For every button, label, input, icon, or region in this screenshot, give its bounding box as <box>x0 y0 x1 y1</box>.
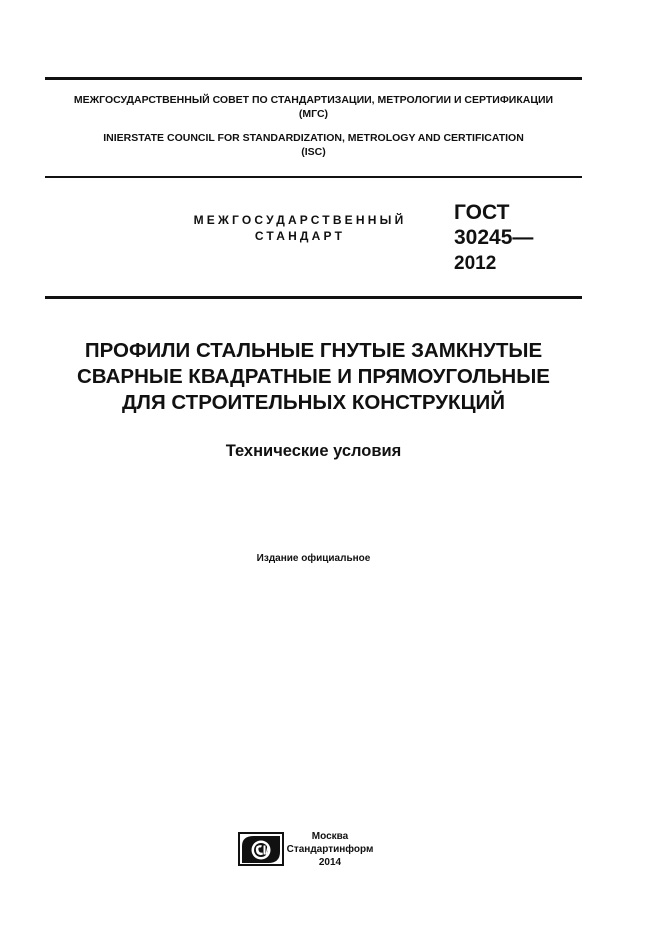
council-name-ru-line: МЕЖГОСУДАРСТВЕННЫЙ СОВЕТ ПО СТАНДАРТИЗАЦИИ, МЕТРОЛОГИИ И СЕРТИФИКАЦИИ <box>73 94 554 106</box>
top-rule <box>45 77 582 80</box>
publisher-city: Москва <box>311 831 349 842</box>
bottom-rule <box>45 296 582 299</box>
middle-rule <box>45 176 582 178</box>
publisher-year: 2014 <box>318 857 342 868</box>
council-name-en <box>45 131 582 159</box>
publisher-name: Стандартинформ <box>286 844 374 855</box>
document-title <box>30 338 597 416</box>
standard-type-line2: СТАНДАРТ <box>254 229 346 243</box>
edition-note: Издание официальное <box>256 553 371 564</box>
council-name-ru <box>45 93 582 121</box>
council-abbr-ru: (МГС) <box>298 108 329 120</box>
document-subtitle: Технические условия <box>225 442 402 460</box>
publisher-block <box>286 830 374 869</box>
standartinform-logo-icon <box>238 832 284 866</box>
title-line-1: ПРОФИЛИ СТАЛЬНЫЕ ГНУТЫЕ ЗАМКНУТЫЕ <box>84 339 543 362</box>
standard-type <box>150 212 450 244</box>
title-line-2: СВАРНЫЕ КВАДРАТНЫЕ И ПРЯМОУГОЛЬНЫЕ <box>77 365 550 388</box>
gost-number: 30245— <box>454 226 534 249</box>
council-name-en-line: INIERSTATE COUNCIL FOR STANDARDIZATION, METROLOGY AND CERTIFICATION <box>103 132 524 144</box>
council-abbr-en: (ISC) <box>301 146 326 158</box>
gost-year: 2012 <box>454 253 497 274</box>
title-line-3: ДЛЯ СТРОИТЕЛЬНЫХ КОНСТРУКЦИЙ <box>121 391 506 414</box>
gost-label: ГОСТ <box>454 201 510 224</box>
gost-designation <box>454 201 533 277</box>
standard-type-line1: МЕЖГОСУДАРСТВЕННЫЙ <box>193 213 407 227</box>
